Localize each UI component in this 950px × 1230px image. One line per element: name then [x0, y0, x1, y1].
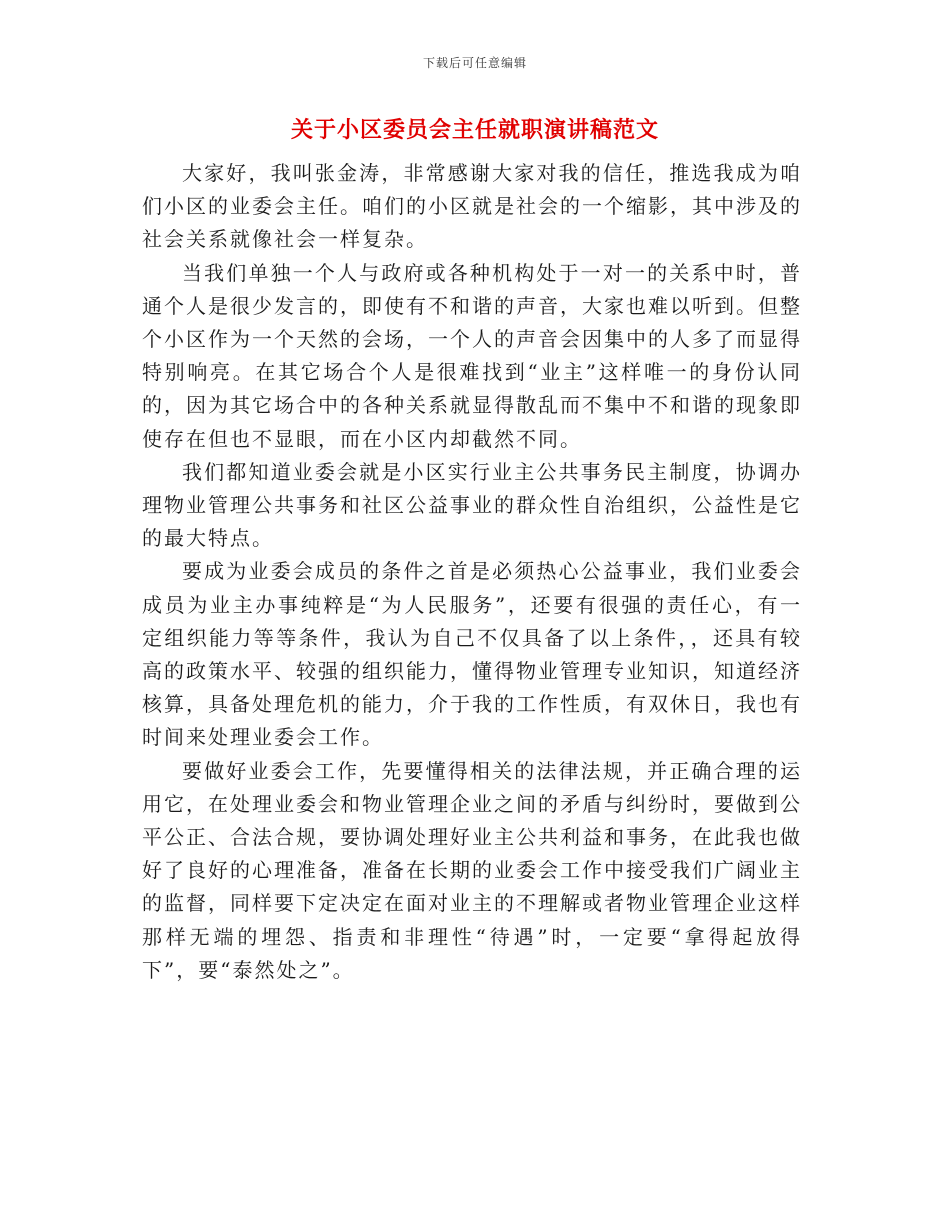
paragraph-1: 大家好，我叫张金涛，非常感谢大家对我的信任，推选我成为咱们小区的业委会主任。咱们的小区就是社会的一个缩影，其中涉及的社会关系就像社会一样复杂。 [142, 161, 802, 252]
document-title: 关于小区委员会主任就职演讲稿范文 [290, 117, 659, 143]
paragraph-4: 要成为业委会成员的条件之首是必须热心公益事业，我们业委会成员为业主办事纯粹是“为人民服务”，还要有很强的责任心，有一定组织能力等等条件，我认为自己不仅具备了以上条件，，还具有较高的政策水平、较强的组织能力，懂得物业管理专业知识，知道经济核算，具备处理危机的能力，介于我的工作性质，有双休日，我也有时间来处理业委会工作。 [142, 559, 802, 750]
paragraph-3: 我们都知道业委会就是小区实行业主公共事务民主制度，协调办理物业管理公共事务和社区公益事业的群众性自治组织，公益性是它的最大特点。 [142, 459, 802, 551]
paragraph-5: 要做好业委会工作，先要懂得相关的法律法规，并正确合理的运用它，在处理业委会和物业管理企业之间的矛盾与纠纷时，要做到公平公正、合法合规，要协调处理好业主公共利益和事务，在此我也做好了良好的心理准备，准备在长期的业委会工作中接受我们广阔业主的监督，同样要下定决定在面对业主的不理解或者物业管理企业这样那样无端的埋怨、指责和非理性“待遇”时，一定要“拿得起放得下”，要“泰然处之”。 [142, 758, 802, 982]
header-note: 下载后可任意编辑 [422, 56, 527, 70]
paragraph-2: 当我们单独一个人与政府或各种机构处于一对一的关系中时，普通个人是很少发言的，即使有不和谐的声音，大家也难以听到。但整个小区作为一个天然的会场，一个人的声音会因集中的人多了而显得特别响亮。在其它场合个人是很难找到“业主”这样唯一的身份认同的，因为其它场合中的各种关系就显得散乱而不集中不和谐的现象即使存在但也不显眼，而在小区内却截然不同。 [142, 260, 802, 451]
document-body [142, 157, 802, 987]
